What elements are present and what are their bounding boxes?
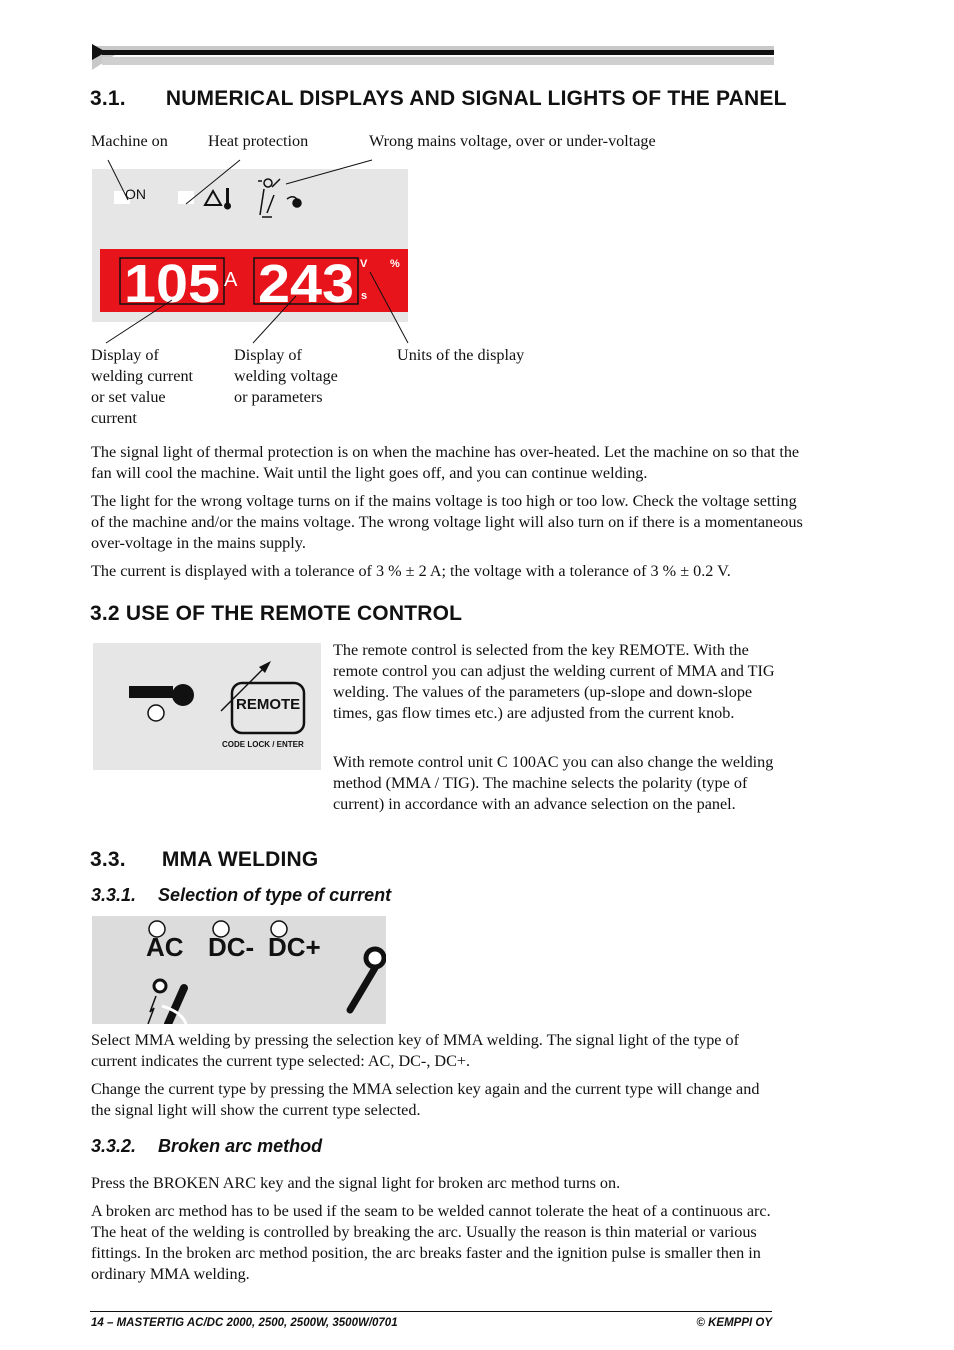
section-heading-3-3: 3.3. MMA WELDING [90,848,319,871]
remote-light [148,705,164,721]
paragraph-mma-select: Select MMA welding by pressing the selection key of MMA welding. The signal light of the type of current indicates the current type selected: AC, DC-, DC+. [91,1031,740,1070]
label-display-current: Display of welding current or set value current [91,346,194,427]
paragraph-mma-change: Change the current type by pressing the MMA selection key again and the current type will change and the signal light will show the current type selected. [91,1080,760,1119]
label-machine-on: Machine on [91,132,168,150]
header-bar [88,42,778,72]
mode-dcminus: DC- [208,932,255,962]
subsection-heading-3-3-1: 3.3.1. Selection of type of current [91,885,392,905]
remote-indicator-filled-light [172,684,194,706]
unit-percent: % [390,258,400,270]
on-label: ON [125,186,146,202]
voltage-value: 243 [258,254,354,312]
leader-lines [90,150,420,350]
paragraph-broken-arc-press: Press the BROKEN ARC key and the signal light for broken arc method turns on. [91,1174,621,1192]
subsection-heading-3-3-2: 3.3.2. Broken arc method [91,1136,323,1156]
unit-s: s [361,290,368,302]
label-units-display: Units of the display [397,346,525,364]
electrode-icon [350,949,384,1010]
footer-right: © KEMPPI OY [696,1317,772,1329]
code-lock-label: CODE LOCK / ENTER [222,740,304,749]
footer-rule [90,1311,772,1312]
section-heading-3-2: 3.2 USE OF THE REMOTE CONTROL [90,602,463,625]
mode-dcplus: DC+ [268,932,321,962]
remote-button-label[interactable]: REMOTE [236,696,301,713]
paragraph-broken-arc-desc: A broken arc method has to be used if the seam to be welded cannot tolerate the heat of a continuous arc. The heat of the welding is controlled by breaking the arc. Usually the reason is thin material or various fittings. In the broken arc method position, the arc breaks faster and the ignition pulse is smaller then in ordinary MMA welding. [91,1202,771,1283]
unit-a: A [224,269,238,291]
label-display-voltage: Display of welding voltage or parameters [234,346,338,406]
remote-indicator-bar [129,686,173,698]
label-wrong-voltage: Wrong mains voltage, over or under-voltage [369,132,656,150]
paragraph-remote-2: With remote control unit C 100AC you can also change the welding method (MMA / TIG). The machine selects the polarity (type of current) in accordance with an advance selection on the panel. [333,753,774,813]
paragraph-remote-1: The remote control is selected from the key REMOTE. With the remote control you can adjust the welding current of MMA and TIG welding. The values of the parameters (up-slope and down-slope times, gas flow times etc.) are adjusted from the current knob. [333,641,775,722]
footer-left: 14 – MASTERTIG AC/DC 2000, 2500, 2500W, 3500W/0701 [91,1317,398,1329]
paragraph-tolerance: The current is displayed with a tolerance of 3 % ± 2 A; the voltage with a tolerance of 3 % ± 0.2 V. [91,562,731,580]
label-heat-protection: Heat protection [208,132,309,150]
mode-ac: AC [146,932,184,962]
current-value: 105 [124,254,220,312]
paragraph-wrong-voltage: The light for the wrong voltage turns on if the mains voltage is too high or too low. Check the voltage setting of the machine and/or the mains voltage. The wrong voltage light will also turn on if there is a momentaneous over-voltage in the mains supply. [91,492,803,552]
unit-v: V [360,258,368,270]
paragraph-thermal: The signal light of thermal protection is on when the machine has over-heated. Let the machine on so that the fan will cool the machine. Wait until the light goes off, and you can continue welding. [91,443,800,482]
broken-arc-icon [148,980,186,1024]
section-heading-3-1: 3.1. NUMERICAL DISPLAYS AND SIGNAL LIGHTS OF THE PANEL [90,87,787,110]
